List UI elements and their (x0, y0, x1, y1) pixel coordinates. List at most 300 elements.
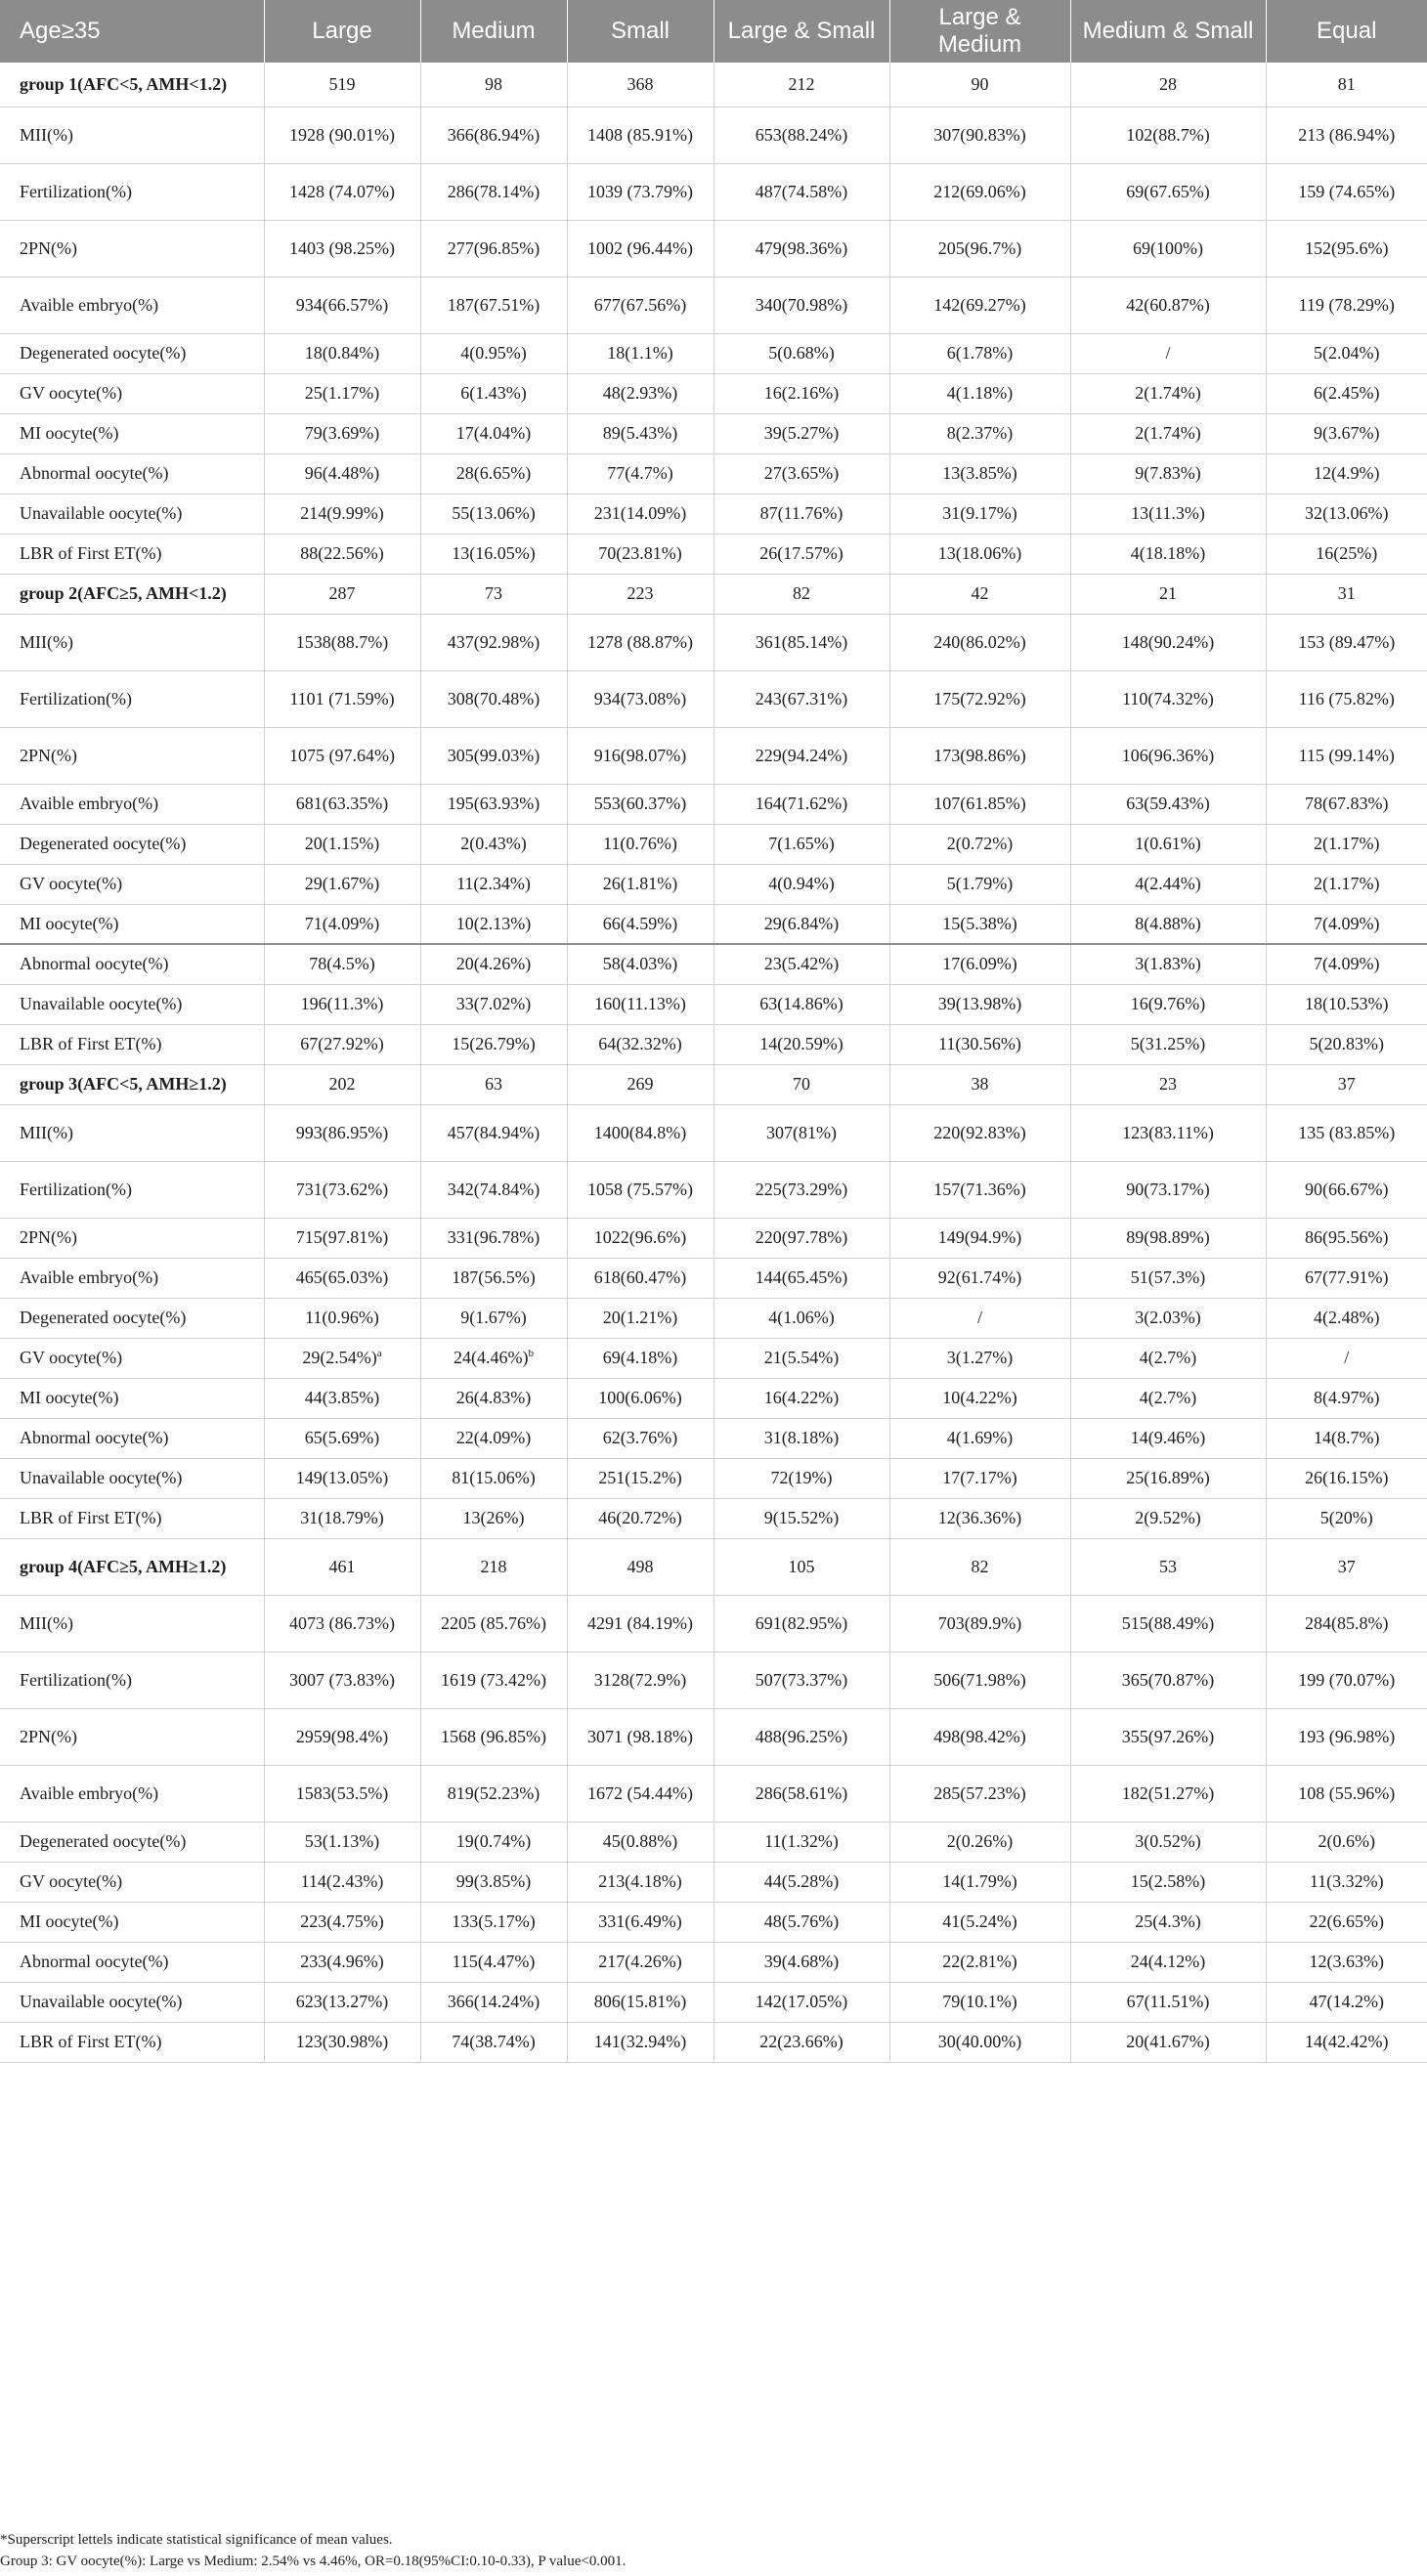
cell-large (264, 1258, 420, 1298)
cell-medium (420, 1498, 567, 1538)
cell-text: 29(6.84%) (763, 913, 840, 933)
cell-text: 1408 (85.91%) (587, 124, 693, 145)
cell-text: Degenerated oocyte(%) (20, 1831, 187, 1851)
cell-large (264, 107, 420, 163)
cell-text: 3071 (98.18%) (587, 1726, 693, 1746)
cell-large-medium (889, 1902, 1070, 1942)
cell-large (264, 277, 420, 333)
cell-equal (1266, 107, 1427, 163)
cell-text: 22(23.66%) (759, 2032, 843, 2051)
cell-text: 26(1.81%) (602, 874, 678, 893)
row-label (0, 1902, 264, 1942)
cell-text: 173(98.86%) (933, 745, 1026, 765)
table-row (0, 1595, 1427, 1652)
row-label (0, 904, 264, 944)
cell-text: 63(59.43%) (1126, 794, 1210, 813)
cell-small (567, 1902, 714, 1942)
cell-text: 2(0.6%) (1318, 1831, 1375, 1851)
cell-large-small (714, 784, 889, 824)
cell-text: 17(4.04%) (455, 423, 532, 443)
cell-text: 199 (70.07%) (1298, 1669, 1396, 1690)
cell-text: 133(5.17%) (452, 1911, 536, 1931)
cell-large-small (714, 413, 889, 453)
row-label (0, 277, 264, 333)
row-label (0, 1708, 264, 1765)
cell-large-small (714, 824, 889, 864)
cell-medium-small (1070, 163, 1266, 220)
row-label (0, 1161, 264, 1218)
cell-large-small (714, 1595, 889, 1652)
cell-large-small (714, 107, 889, 163)
cell-text: GV oocyte(%) (20, 1348, 123, 1367)
cell-text: Abnormal oocyte(%) (20, 1952, 169, 1971)
cell-large-medium (889, 824, 1070, 864)
cell-text: 157(71.36%) (933, 1179, 1026, 1199)
cell-small (567, 1498, 714, 1538)
cell-text: 86(95.56%) (1305, 1227, 1389, 1247)
cell-equal (1266, 1418, 1427, 1458)
cell-text: 142(69.27%) (933, 294, 1026, 315)
cell-large-small (714, 1942, 889, 1982)
cell-text: 2PN(%) (20, 237, 77, 258)
cell-large-small (714, 1708, 889, 1765)
cell-text: Degenerated oocyte(%) (20, 1308, 187, 1327)
cell-text: 703(89.9%) (937, 1612, 1022, 1633)
cell-large (264, 944, 420, 984)
cell-text: 5(2.04%) (1314, 343, 1380, 363)
cell-text: 14(9.46%) (1130, 1428, 1206, 1447)
cell-small (567, 534, 714, 574)
cell-text: LBR of First ET(%) (20, 2032, 162, 2051)
cell-large-medium (889, 1418, 1070, 1458)
cell-text: 3007 (73.83%) (289, 1669, 395, 1690)
cell-text: 8(2.37%) (946, 423, 1014, 443)
cell-large (264, 1418, 420, 1458)
cell-medium-small (1070, 727, 1266, 784)
cell-large (264, 574, 420, 614)
cell-equal (1266, 784, 1427, 824)
cell-text: 2PN(%) (20, 745, 77, 765)
cell-text: Avaible embryo(%) (20, 794, 159, 813)
cell-medium (420, 1765, 567, 1822)
row-label (0, 984, 264, 1024)
cell-text: GV oocyte(%) (20, 383, 123, 403)
cell-text: 1002 (96.44%) (587, 237, 693, 258)
cell-small (567, 904, 714, 944)
cell-text: 993(86.95%) (295, 1122, 389, 1142)
row-label (0, 373, 264, 413)
cell-large-medium (889, 1982, 1070, 2022)
cell-text: 28(6.65%) (455, 463, 532, 483)
cell-large-small (714, 1064, 889, 1104)
cell-small (567, 614, 714, 670)
cell-text: 9(7.83%) (1135, 463, 1201, 483)
cell-medium (420, 670, 567, 727)
cell-text: Avaible embryo(%) (20, 1267, 159, 1287)
cell-text: 48(5.76%) (763, 1911, 840, 1931)
cell-text: 99(3.85%) (455, 1871, 532, 1891)
cell-large-medium (889, 1024, 1070, 1064)
cell-large-small (714, 1538, 889, 1595)
cell-text: group 3(AFC<5, AMH≥1.2) (20, 1074, 227, 1094)
cell-text: 934(66.57%) (295, 294, 389, 315)
cell-text: 110(74.32%) (1122, 688, 1214, 708)
cell-text: 42(60.87%) (1126, 294, 1210, 315)
cell-large (264, 670, 420, 727)
cell-text: 48(2.93%) (602, 383, 678, 403)
cell-text: 1075 (97.64%) (289, 745, 395, 765)
cell-text: 2(1.17%) (1314, 834, 1380, 853)
cell-text: 25(16.89%) (1126, 1468, 1210, 1487)
cell-text: 3(1.27%) (946, 1348, 1014, 1367)
cell-equal (1266, 1538, 1427, 1595)
cell-medium (420, 277, 567, 333)
cell-text: 731(73.62%) (295, 1179, 389, 1199)
cell-text: 18(1.1%) (607, 343, 673, 363)
cell-text: 507(73.37%) (755, 1669, 848, 1690)
cell-medium (420, 1218, 567, 1258)
cell-text: 4(1.06%) (768, 1308, 835, 1327)
cell-text: 90(66.67%) (1305, 1179, 1389, 1199)
cell-large-medium (889, 333, 1070, 373)
cell-text: 65(5.69%) (304, 1428, 380, 1447)
cell-equal (1266, 1942, 1427, 1982)
cell-large (264, 1024, 420, 1064)
cell-large (264, 333, 420, 373)
cell-text: 135 (83.85%) (1298, 1122, 1396, 1142)
cell-text: 331(6.49%) (598, 1911, 682, 1931)
row-label (0, 944, 264, 984)
cell-text: 361(85.14%) (755, 631, 848, 652)
cell-text: 141(32.94%) (593, 2032, 687, 2051)
cell-text: 305(99.03%) (447, 745, 541, 765)
cell-large-medium (889, 1218, 1070, 1258)
cell-large-medium (889, 1161, 1070, 1218)
table-row (0, 904, 1427, 944)
cell-text: 2959(98.4%) (295, 1726, 389, 1746)
cell-text: 22(4.09%) (455, 1428, 532, 1447)
cell-medium-small (1070, 534, 1266, 574)
cell-small (567, 784, 714, 824)
cell-equal (1266, 534, 1427, 574)
cell-large-medium (889, 1298, 1070, 1338)
group-row (0, 1538, 1427, 1595)
cell-text: 22(2.81%) (942, 1952, 1017, 1971)
cell-small (567, 220, 714, 277)
cell-large-medium (889, 784, 1070, 824)
row-label (0, 1765, 264, 1822)
table-row (0, 984, 1427, 1024)
table-row (0, 1708, 1427, 1765)
cell-text: 175(72.92%) (933, 688, 1026, 708)
cell-text: 4(1.18%) (946, 383, 1014, 403)
cell-text: 26(4.83%) (455, 1388, 532, 1407)
cell-text: 220(92.83%) (933, 1122, 1026, 1142)
cell-medium (420, 333, 567, 373)
cell-small (567, 413, 714, 453)
cell-text: 368 (627, 73, 654, 94)
table-row (0, 824, 1427, 864)
table-row (0, 373, 1427, 413)
cell-text: 15(26.79%) (452, 1034, 536, 1053)
cell-text: 251(15.2%) (598, 1468, 682, 1487)
table-row (0, 1258, 1427, 1298)
cell-medium-small (1070, 1161, 1266, 1218)
cell-text: 67(77.91%) (1305, 1267, 1389, 1287)
cell-equal (1266, 614, 1427, 670)
cell-text: 82 (793, 583, 810, 603)
cell-text: 465(65.03%) (295, 1267, 389, 1287)
cell-large-medium (889, 1708, 1070, 1765)
cell-large-medium (889, 1862, 1070, 1902)
cell-text: 105 (788, 1556, 815, 1576)
cell-text: 519 (328, 73, 356, 94)
cell-text: 916(98.07%) (593, 745, 687, 765)
row-label (0, 864, 264, 904)
cell-medium (420, 1104, 567, 1161)
cell-text: 2(1.74%) (1135, 383, 1201, 403)
cell-large-small (714, 453, 889, 494)
cell-text: 287 (328, 583, 356, 603)
cell-equal (1266, 727, 1427, 784)
cell-text: Unavailable oocyte(%) (20, 1468, 183, 1487)
cell-equal (1266, 63, 1427, 107)
cell-text: 2PN(%) (20, 1227, 77, 1247)
cell-large-small (714, 2022, 889, 2062)
row-label (0, 333, 264, 373)
cell-text: 4(0.94%) (768, 874, 835, 893)
cell-large-medium (889, 670, 1070, 727)
cell-small (567, 1942, 714, 1982)
cell-medium (420, 574, 567, 614)
table-row (0, 1161, 1427, 1218)
cell-equal (1266, 1298, 1427, 1338)
cell-medium (420, 824, 567, 864)
cell-medium (420, 1538, 567, 1595)
cell-medium (420, 1064, 567, 1104)
cell-text: GV oocyte(%) (20, 874, 123, 893)
cell-text: Unavailable oocyte(%) (20, 994, 183, 1013)
cell-small (567, 670, 714, 727)
row-label (0, 670, 264, 727)
cell-text: 41(5.24%) (942, 1911, 1017, 1931)
cell-small (567, 107, 714, 163)
cell-medium-small (1070, 614, 1266, 670)
cell-large-medium (889, 1765, 1070, 1822)
cell-large-medium (889, 1104, 1070, 1161)
cell-small (567, 1822, 714, 1862)
cell-text: 3(2.03%) (1135, 1308, 1201, 1327)
row-label (0, 1498, 264, 1538)
cell-text: 331(96.78%) (447, 1227, 541, 1247)
cell-large (264, 1161, 420, 1218)
cell-large-medium (889, 1498, 1070, 1538)
cell-text: 23 (1159, 1074, 1177, 1094)
cell-large-medium (889, 163, 1070, 220)
cell-text: group 2(AFC≥5, AMH<1.2) (20, 583, 227, 603)
cell-large-medium (889, 1822, 1070, 1862)
cell-text: 269 (627, 1074, 654, 1094)
cell-medium-small (1070, 333, 1266, 373)
cell-small (567, 333, 714, 373)
cell-text: 31(9.17%) (942, 503, 1017, 523)
cell-text: Fertilization(%) (20, 1669, 132, 1690)
cell-text: Avaible embryo(%) (20, 1782, 159, 1803)
cell-text: 70(23.81%) (598, 543, 682, 563)
cell-text: 123(83.11%) (1122, 1122, 1214, 1142)
cell-text: Avaible embryo(%) (20, 294, 159, 315)
cell-text: 1568 (96.85%) (441, 1726, 546, 1746)
cell-text: 366(86.94%) (447, 124, 541, 145)
cell-large (264, 1942, 420, 1982)
cell-large-medium (889, 220, 1070, 277)
cell-medium (420, 944, 567, 984)
cell-text: 819(52.23%) (447, 1782, 541, 1803)
cell-text: 88(22.56%) (300, 543, 384, 563)
cell-medium-small (1070, 63, 1266, 107)
cell-medium-small (1070, 904, 1266, 944)
cell-text: 4(0.95%) (460, 343, 527, 363)
cell-medium (420, 453, 567, 494)
cell-small (567, 1708, 714, 1765)
cell-equal (1266, 163, 1427, 220)
table-row (0, 1765, 1427, 1822)
cell-large (264, 413, 420, 453)
cell-text: 11(3.32%) (1309, 1871, 1384, 1891)
cell-text: 1039 (73.79%) (587, 181, 693, 201)
cell-medium-small (1070, 1258, 1266, 1298)
cell-text: 195(63.93%) (447, 794, 541, 813)
cell-text: 108 (55.96%) (1298, 1782, 1396, 1803)
cell-large-medium (889, 614, 1070, 670)
cell-text: 308(70.48%) (447, 688, 541, 708)
cell-text: 307(81%) (766, 1122, 837, 1142)
cell-text: 4(1.69%) (946, 1428, 1014, 1447)
cell-text: 164(71.62%) (755, 794, 848, 813)
cell-text: 119 (78.29%) (1298, 294, 1395, 315)
table-row (0, 1024, 1427, 1064)
cell-text: 217(4.26%) (598, 1952, 682, 1971)
cell-medium (420, 1902, 567, 1942)
cell-text: 2205 (85.76%) (441, 1612, 546, 1633)
cell-text: 28 (1159, 73, 1177, 94)
table-row (0, 1298, 1427, 1338)
cell-large-small (714, 574, 889, 614)
cell-text: 114(2.43%) (300, 1871, 384, 1891)
cell-large-medium (889, 413, 1070, 453)
cell-medium (420, 1822, 567, 1862)
cell-medium (420, 784, 567, 824)
table-row (0, 614, 1427, 670)
cell-large-medium (889, 373, 1070, 413)
cell-text: 8(4.88%) (1135, 913, 1201, 933)
cell-large-small (714, 1298, 889, 1338)
row-label (0, 494, 264, 534)
cell-text: 89(98.89%) (1126, 1227, 1210, 1247)
cell-text: 81 (1337, 73, 1356, 94)
cell-text: 214(9.99%) (300, 503, 384, 523)
cell-large (264, 1498, 420, 1538)
cell-text: 70 (793, 1074, 810, 1094)
cell-text: 3(1.83%) (1135, 954, 1201, 974)
cell-large-medium (889, 107, 1070, 163)
cell-text: 487(74.58%) (755, 181, 848, 201)
cell-text: 2(9.52%) (1135, 1508, 1201, 1527)
cell-large-small (714, 494, 889, 534)
cell-large-medium (889, 864, 1070, 904)
cell-text: MII(%) (20, 631, 73, 652)
cell-text: 16(4.22%) (763, 1388, 840, 1407)
cell-text: 515(88.49%) (1121, 1612, 1215, 1633)
cell-small (567, 494, 714, 534)
cell-large-medium (889, 2022, 1070, 2062)
cell-text: 13(11.3%) (1131, 503, 1205, 523)
cell-text: 6(1.78%) (946, 343, 1014, 363)
cell-medium-small (1070, 1458, 1266, 1498)
cell-medium-small (1070, 1765, 1266, 1822)
cell-text: 81(15.06%) (452, 1468, 536, 1487)
cell-text: 90(73.17%) (1126, 1179, 1210, 1199)
cell-text: 457(84.94%) (447, 1122, 541, 1142)
cell-text: 498 (627, 1556, 654, 1576)
cell-text: 1101 (71.59%) (289, 688, 395, 708)
cell-text: 79(3.69%) (304, 423, 380, 443)
cell-text: 24(4.46%) (454, 1348, 529, 1367)
row-label (0, 453, 264, 494)
cell-text: 240(86.02%) (933, 631, 1026, 652)
cell-large-small (714, 1498, 889, 1538)
cell-small (567, 1765, 714, 1822)
cell-large-medium (889, 574, 1070, 614)
table-row (0, 534, 1427, 574)
cell-text: 98 (485, 73, 502, 94)
cell-large-medium (889, 1538, 1070, 1595)
cell-large-medium (889, 1064, 1070, 1104)
table-row (0, 413, 1427, 453)
row-label (0, 220, 264, 277)
row-label (0, 1595, 264, 1652)
cell-large-small (714, 1902, 889, 1942)
cell-text: 100(6.06%) (598, 1388, 682, 1407)
cell-large-medium (889, 904, 1070, 944)
cell-small (567, 1104, 714, 1161)
cell-text: 6(1.43%) (460, 383, 527, 403)
table-row (0, 333, 1427, 373)
header-large-small: Large & Small (714, 0, 889, 63)
cell-small (567, 1161, 714, 1218)
cell-equal (1266, 984, 1427, 1024)
cell-small (567, 63, 714, 107)
cell-text: 12(4.9%) (1314, 463, 1380, 483)
cell-text: 45(0.88%) (602, 1831, 678, 1851)
cell-medium (420, 373, 567, 413)
cell-large (264, 2022, 420, 2062)
cell-text: 87(11.76%) (759, 503, 843, 523)
cell-medium-small (1070, 494, 1266, 534)
cell-text: 366(14.24%) (447, 1992, 541, 2011)
cell-text: 69(67.65%) (1126, 181, 1210, 201)
cell-text: 96(4.48%) (304, 463, 380, 483)
cell-small (567, 1258, 714, 1298)
cell-equal (1266, 1902, 1427, 1942)
cell-large-small (714, 1258, 889, 1298)
cell-text: 5(31.25%) (1130, 1034, 1206, 1053)
cell-small (567, 163, 714, 220)
cell-text: 14(20.59%) (759, 1034, 843, 1053)
cell-text: 20(41.67%) (1126, 2032, 1210, 2051)
cell-small (567, 864, 714, 904)
table-row (0, 1822, 1427, 1862)
